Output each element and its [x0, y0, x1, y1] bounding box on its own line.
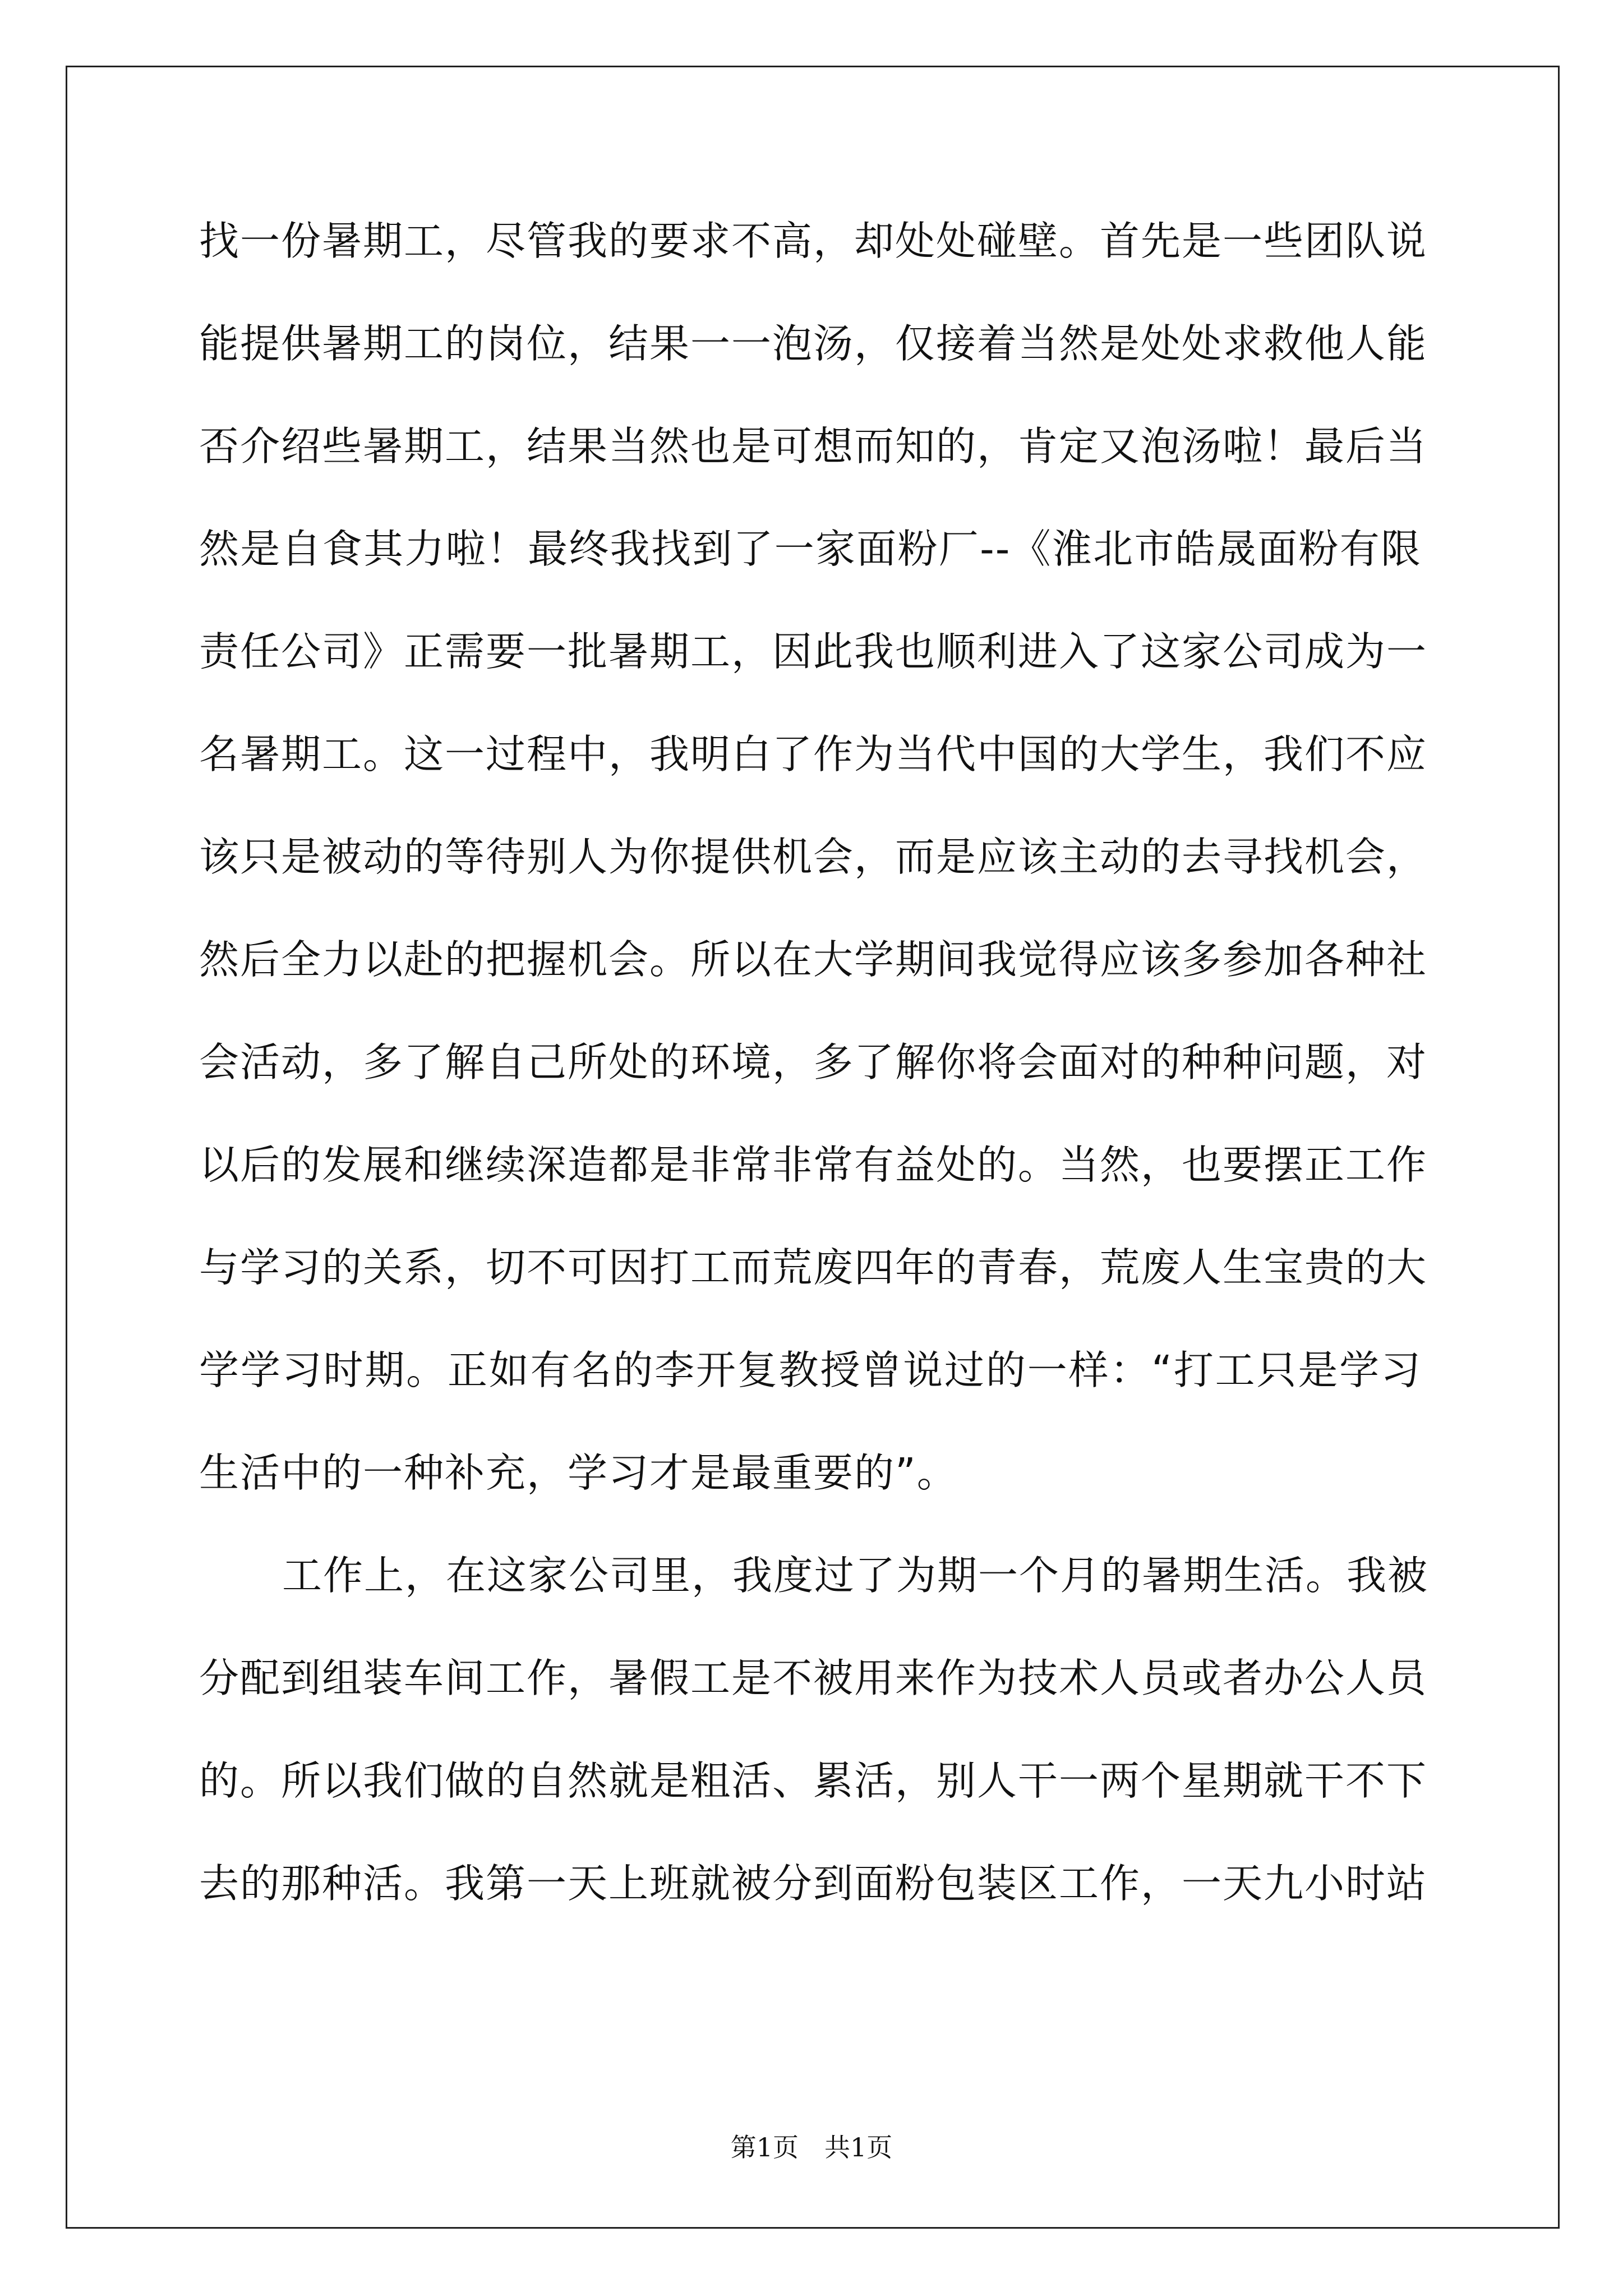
page-footer: 第1页 共1页	[730, 2132, 893, 2162]
paragraph-2	[199, 1548, 1429, 1958]
text-line: 能提供暑期工的岗位，结果一一泡汤，仅接着当然是处处求救他人能	[199, 320, 1428, 367]
text-line: 该只是被动的等待别人为你提供机会，而是应该主动的去寻找机会，	[199, 834, 1428, 880]
document-body	[199, 213, 1429, 1958]
text-line: 以后的发展和继续深造都是非常非常有益处的。当然，也要摆正工作	[199, 1142, 1428, 1188]
text-line: 然是自食其力啦！最终我找到了一家面粉厂--《淮北市皓晟面粉有限	[199, 526, 1422, 572]
text-line: 找一份暑期工，尽管我的要求不高，却处处碰壁。首先是一些团队说	[199, 218, 1428, 264]
text-line: 去的那种活。我第一天上班就被分到面粉包装区工作，一天九小时站	[199, 1860, 1428, 1907]
text-line: 工作上，在这家公司里，我度过了为期一个月的暑期生活。我被	[282, 1552, 1429, 1599]
text-line: 然后全力以赴的把握机会。所以在大学期间我觉得应该多参加各种社	[199, 936, 1428, 983]
text-line: 生活中的一种补充，学习才是最重要的”。	[199, 1450, 958, 1496]
paragraph-1	[199, 213, 1428, 1548]
text-line: 分配到组装车间工作，暑假工是不被用来作为技术人员或者办公人员	[199, 1655, 1428, 1701]
text-line: 名暑期工。这一过程中，我明白了作为当代中国的大学生，我们不应	[199, 731, 1428, 777]
text-line: 否介绍些暑期工，结果当然也是可想而知的，肯定又泡汤啦！最后当	[199, 423, 1428, 470]
text-line: 学学习时期。正如有名的李开复教授曾说过的一样：“打工只是学习	[199, 1347, 1422, 1393]
text-line: 会活动，多了解自己所处的环境，多了解你将会面对的种种问题，对	[199, 1039, 1428, 1085]
text-line: 的。所以我们做的自然就是粗活、累活，别人干一两个星期就干不下	[199, 1757, 1428, 1804]
text-line: 与学习的关系，切不可因打工而荒废四年的青春，荒废人生宝贵的大	[199, 1244, 1428, 1291]
text-line: 责任公司》正需要一批暑期工，因此我也顺利进入了这家公司成为一	[199, 628, 1428, 675]
